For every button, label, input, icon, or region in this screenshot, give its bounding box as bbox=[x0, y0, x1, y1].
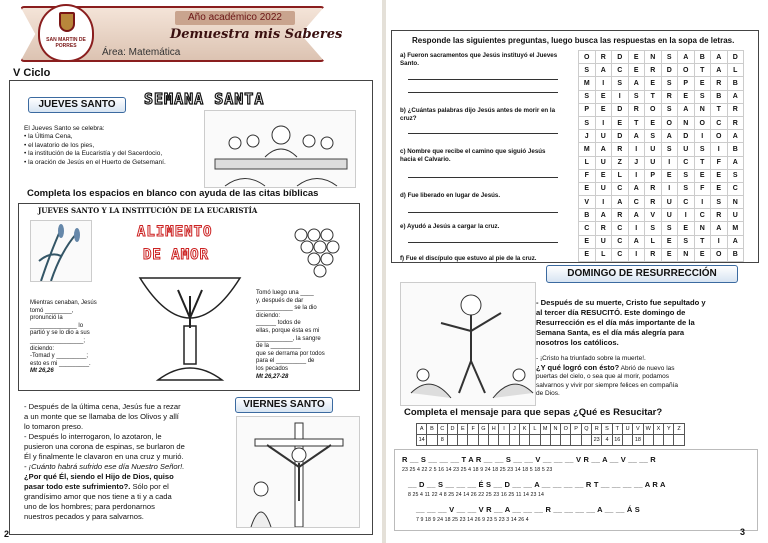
word-search-cell[interactable]: I bbox=[661, 182, 678, 195]
code-letter: V bbox=[633, 424, 643, 435]
word-search-cell[interactable]: A bbox=[628, 209, 645, 222]
word-search-cell[interactable]: A bbox=[628, 182, 645, 195]
word-search-cell[interactable]: E bbox=[595, 90, 612, 103]
bullet-list bbox=[24, 133, 199, 167]
word-search-cell[interactable]: D bbox=[661, 64, 678, 77]
code-number[interactable] bbox=[509, 435, 519, 446]
resurrection-illustration bbox=[400, 282, 536, 406]
question-c: c) Nombre que recibe el camino que siguió Jesús hacia el Calvario. bbox=[400, 148, 546, 163]
word-search-cell[interactable]: T bbox=[694, 64, 711, 77]
code-letter: O bbox=[561, 424, 571, 435]
school-name-1: SAN MARTIN DE bbox=[46, 37, 86, 43]
code-letter: P bbox=[571, 424, 581, 435]
word-search-cell[interactable]: O bbox=[661, 116, 678, 129]
question-b: b) ¿Cuántas palabras dijo Jesús antes de morir en la cruz? bbox=[400, 107, 556, 122]
code-number[interactable] bbox=[571, 435, 581, 446]
word-search-cell[interactable]: T bbox=[694, 156, 711, 169]
word-search-cell[interactable]: A bbox=[727, 156, 744, 169]
word-search-cell[interactable]: R bbox=[645, 182, 662, 195]
word-search-cell[interactable]: D bbox=[612, 130, 629, 143]
word-search-cell[interactable]: C bbox=[678, 196, 695, 209]
word-search-cell[interactable]: U bbox=[727, 209, 744, 222]
word-search-cell[interactable]: A bbox=[711, 51, 728, 64]
word-search-cell[interactable]: S bbox=[727, 169, 744, 182]
word-search-cell[interactable]: E bbox=[678, 90, 695, 103]
word-search-grid[interactable] bbox=[578, 50, 744, 262]
word-search-cell[interactable]: O bbox=[711, 130, 728, 143]
word-search-row bbox=[579, 209, 744, 222]
answer-line-a[interactable] bbox=[408, 79, 558, 80]
answer-line-e[interactable] bbox=[408, 242, 558, 243]
code-number[interactable] bbox=[540, 435, 550, 446]
code-letter: R bbox=[592, 424, 602, 435]
word-search-cell[interactable]: U bbox=[661, 209, 678, 222]
code-number[interactable]: 8 bbox=[437, 435, 447, 446]
word-search-cell[interactable]: N bbox=[645, 51, 662, 64]
word-search-cell[interactable]: S bbox=[579, 90, 596, 103]
text-left: Mientras cenaban, Jesús tomó ________, pronunció la ______________ lo partió y se lo dio a sus ________________; diciendo: -Tomad y _________; esto es mi _________. Mt 26,26 bbox=[30, 300, 142, 376]
word-search-cell[interactable]: I bbox=[628, 222, 645, 235]
word-search-cell[interactable]: I bbox=[595, 116, 612, 129]
word-search-cell[interactable]: E bbox=[612, 116, 629, 129]
code-number[interactable]: 16 bbox=[612, 435, 622, 446]
code-letter: C bbox=[437, 424, 447, 435]
domingo-text-2: - ¡Cristo ha triunfado sobre la muerte!. ¿Y qué logró con ésto? Abrió de nuevo las puertas del cielo, o sea que al morir, podamos salvarnos y vivir por siempre felices en compañía de Dios. bbox=[536, 355, 678, 398]
word-search-row bbox=[579, 156, 744, 169]
domingo-text: - Después de su muerte, Cristo fue sepultado y al tercer día RESUCITÓ. Este domingo de Resurrección es el día más importante de la Semana Santa, es el día más alegría para nosotros los católicos. bbox=[536, 298, 706, 347]
crucifixion-illustration bbox=[236, 416, 360, 528]
word-search-row bbox=[579, 182, 744, 195]
code-number[interactable]: 23 bbox=[592, 435, 602, 446]
word-search-row bbox=[579, 103, 744, 116]
message-title: Completa el mensaje para que sepas ¿Qué es Resucitar? bbox=[404, 407, 663, 418]
code-number[interactable] bbox=[653, 435, 663, 446]
code-letter: J bbox=[509, 424, 519, 435]
word-search-cell[interactable]: C bbox=[612, 222, 629, 235]
answer-line-a2[interactable] bbox=[408, 92, 558, 93]
code-letter: L bbox=[530, 424, 540, 435]
word-search-cell[interactable]: U bbox=[595, 156, 612, 169]
code-number[interactable] bbox=[519, 435, 529, 446]
message-line-3[interactable]: __ __ __ V __ __ V R __ A __ __ __ R __ __ __ __ A __ __ Á S bbox=[416, 505, 640, 514]
word-search-cell[interactable]: E bbox=[711, 182, 728, 195]
word-search-cell[interactable]: C bbox=[628, 196, 645, 209]
word-search-cell[interactable]: E bbox=[661, 248, 678, 261]
code-number[interactable] bbox=[478, 435, 488, 446]
word-search-cell[interactable]: V bbox=[645, 209, 662, 222]
word-search-cell[interactable]: R bbox=[645, 64, 662, 77]
alimento-title: ALIMENTO bbox=[137, 224, 213, 240]
word-search-cell[interactable]: E bbox=[711, 169, 728, 182]
word-search-cell[interactable]: S bbox=[678, 235, 695, 248]
word-search-cell[interactable]: A bbox=[595, 143, 612, 156]
page-number: 2 bbox=[4, 529, 10, 539]
code-letter: K bbox=[519, 424, 529, 435]
word-search-cell[interactable]: L bbox=[579, 156, 596, 169]
message-numbers-1: 23 25 4 22 2 5 16 14 23 25 4 18 9 24 18 25 23 14 18 5 18 5 23 bbox=[402, 467, 553, 473]
word-search-cell[interactable]: M bbox=[579, 143, 596, 156]
word-search-cell[interactable]: R bbox=[628, 103, 645, 116]
right-page bbox=[386, 0, 768, 543]
word-search-cell[interactable]: S bbox=[711, 196, 728, 209]
crest-icon bbox=[59, 12, 75, 32]
word-search-cell[interactable]: A bbox=[678, 103, 695, 116]
word-search-cell[interactable]: P bbox=[579, 103, 596, 116]
code-number[interactable] bbox=[458, 435, 468, 446]
word-search-cell[interactable]: S bbox=[579, 116, 596, 129]
word-search-cell[interactable]: L bbox=[612, 169, 629, 182]
word-search-cell[interactable]: E bbox=[595, 169, 612, 182]
message-line-2[interactable]: __ D __ S __ __ __ É S __ D __ __ A __ __ __ __ R T __ __ __ __ A R A bbox=[408, 480, 666, 489]
code-letter: Z bbox=[674, 424, 684, 435]
code-letter: W bbox=[643, 424, 653, 435]
code-number[interactable] bbox=[499, 435, 509, 446]
code-number[interactable] bbox=[622, 435, 632, 446]
word-search-cell[interactable]: R bbox=[711, 209, 728, 222]
code-letter: H bbox=[489, 424, 499, 435]
word-search-cell[interactable]: S bbox=[678, 169, 695, 182]
list-item: • la Última Cena, bbox=[24, 133, 199, 142]
word-search-cell[interactable]: B bbox=[727, 143, 744, 156]
word-search-cell[interactable]: A bbox=[711, 222, 728, 235]
word-search-cell[interactable]: I bbox=[711, 143, 728, 156]
code-number[interactable] bbox=[561, 435, 571, 446]
code-letter: N bbox=[550, 424, 560, 435]
word-search-cell[interactable]: S bbox=[645, 130, 662, 143]
word-search-cell[interactable]: F bbox=[711, 156, 728, 169]
word-search-cell[interactable]: O bbox=[579, 51, 596, 64]
word-search-cell[interactable]: C bbox=[612, 235, 629, 248]
word-search-cell[interactable]: B bbox=[579, 209, 596, 222]
word-search-row bbox=[579, 143, 744, 156]
word-search-cell[interactable]: A bbox=[628, 130, 645, 143]
code-number[interactable]: 18 bbox=[633, 435, 643, 446]
domingo-title: DOMINGO DE RESURRECCIÓN bbox=[546, 265, 738, 283]
code-letter: S bbox=[602, 424, 612, 435]
word-search-cell[interactable]: A bbox=[678, 51, 695, 64]
word-search-cell[interactable]: R bbox=[727, 103, 744, 116]
word-search-cell[interactable]: I bbox=[694, 196, 711, 209]
word-search-cell[interactable]: S bbox=[661, 77, 678, 90]
word-search-cell[interactable]: F bbox=[579, 169, 596, 182]
word-search-cell[interactable]: L bbox=[727, 64, 744, 77]
answer-line-b[interactable] bbox=[408, 133, 558, 134]
word-search-cell[interactable]: A bbox=[727, 130, 744, 143]
word-search-cell[interactable]: P bbox=[678, 77, 695, 90]
code-number[interactable] bbox=[489, 435, 499, 446]
word-search-cell[interactable]: R bbox=[727, 116, 744, 129]
word-search-cell[interactable]: I bbox=[628, 169, 645, 182]
word-search-row bbox=[579, 64, 744, 77]
code-letter: M bbox=[540, 424, 550, 435]
word-search-cell[interactable]: B bbox=[727, 77, 744, 90]
message-numbers-2: 8 25 4 11 22 4 8 25 24 14 26 22 25 23 16 25 11 14 23 14 bbox=[408, 492, 544, 498]
word-search-cell[interactable]: F bbox=[694, 182, 711, 195]
word-search-cell[interactable]: A bbox=[628, 235, 645, 248]
code-number[interactable] bbox=[447, 435, 457, 446]
word-search-cell[interactable]: E bbox=[694, 77, 711, 90]
word-search-cell[interactable]: A bbox=[612, 196, 629, 209]
left-page bbox=[0, 0, 382, 543]
word-search-cell[interactable]: E bbox=[678, 222, 695, 235]
word-search-cell[interactable]: J bbox=[628, 156, 645, 169]
question-e: e) Ayudó a Jesús a cargar la cruz. bbox=[400, 223, 500, 230]
answer-line-c[interactable] bbox=[408, 177, 558, 178]
word-search-cell[interactable]: C bbox=[612, 64, 629, 77]
word-search-cell[interactable]: S bbox=[579, 64, 596, 77]
word-search-cell[interactable]: U bbox=[678, 143, 695, 156]
code-letter: D bbox=[447, 424, 457, 435]
word-search-cell[interactable]: O bbox=[645, 103, 662, 116]
word-search-cell[interactable]: U bbox=[661, 196, 678, 209]
code-letter: U bbox=[622, 424, 632, 435]
word-search-cell[interactable]: E bbox=[661, 169, 678, 182]
word-search-cell[interactable]: L bbox=[645, 235, 662, 248]
word-search-cell[interactable]: J bbox=[579, 130, 596, 143]
word-search-cell[interactable]: B bbox=[711, 90, 728, 103]
figure-header: JUEVES SANTO Y LA INSTITUCIÓN DE LA EUCARISTÍA bbox=[38, 206, 258, 215]
jueves-title: JUEVES SANTO bbox=[28, 97, 126, 113]
word-search-cell[interactable]: O bbox=[678, 64, 695, 77]
word-search-cell[interactable]: L bbox=[595, 248, 612, 261]
word-search-cell[interactable]: N bbox=[694, 103, 711, 116]
word-search-row bbox=[579, 130, 744, 143]
word-search-cell[interactable]: S bbox=[694, 90, 711, 103]
chalice-illustration bbox=[130, 268, 250, 386]
code-number[interactable] bbox=[550, 435, 560, 446]
word-search-cell[interactable]: I bbox=[628, 143, 645, 156]
word-search-cell[interactable]: S bbox=[661, 51, 678, 64]
semana-santa-title: SEMANA SANTA bbox=[144, 90, 265, 108]
code-letter: Y bbox=[664, 424, 674, 435]
word-search-cell[interactable]: N bbox=[694, 222, 711, 235]
code-letter: T bbox=[612, 424, 622, 435]
code-number[interactable] bbox=[643, 435, 653, 446]
message-line-1[interactable]: R __ S __ __ __ T A R __ __ S __ __ V __ __ __ V R __ A __ V __ __ R bbox=[402, 455, 656, 464]
code-number[interactable] bbox=[674, 435, 684, 446]
word-search-cell[interactable]: C bbox=[678, 156, 695, 169]
word-search-cell[interactable]: S bbox=[628, 90, 645, 103]
de-amor-title: DE AMOR bbox=[143, 247, 210, 263]
word-search-cell[interactable]: E bbox=[595, 103, 612, 116]
academic-year: Año académico 2022 bbox=[175, 11, 295, 25]
page-number-right: 3 bbox=[740, 527, 746, 537]
word-search-cell[interactable]: S bbox=[661, 103, 678, 116]
list-item: • el lavatorio de los pies, bbox=[24, 142, 199, 151]
message-numbers-3: 7 9 18 9 24 18 25 23 14 26 9 23 5 23 3 14 26 4 bbox=[416, 517, 529, 523]
cite-right: Mt 26,27-28 bbox=[256, 373, 289, 380]
viernes-title: VIERNES SANTO bbox=[235, 397, 333, 413]
word-search-cell[interactable]: E bbox=[628, 64, 645, 77]
word-search-cell[interactable]: A bbox=[727, 90, 744, 103]
code-number[interactable] bbox=[468, 435, 478, 446]
word-search-cell[interactable]: I bbox=[595, 196, 612, 209]
word-search-cell[interactable]: E bbox=[645, 116, 662, 129]
slogan: Demuestra mis Saberes bbox=[170, 27, 343, 42]
word-search-cell[interactable]: A bbox=[661, 130, 678, 143]
word-search-cell[interactable]: E bbox=[645, 77, 662, 90]
word-search-cell[interactable]: N bbox=[727, 196, 744, 209]
code-letter: F bbox=[468, 424, 478, 435]
word-search-cell[interactable]: D bbox=[612, 51, 629, 64]
word-search-cell[interactable]: M bbox=[727, 222, 744, 235]
word-search-cell[interactable]: C bbox=[694, 209, 711, 222]
code-number[interactable]: 14 bbox=[417, 435, 427, 446]
word-search-cell[interactable]: N bbox=[678, 116, 695, 129]
word-search-cell[interactable]: E bbox=[694, 248, 711, 261]
word-search-cell[interactable]: C bbox=[727, 182, 744, 195]
word-search-cell[interactable]: R bbox=[645, 196, 662, 209]
word-search-cell[interactable]: S bbox=[694, 143, 711, 156]
code-letter: Q bbox=[581, 424, 591, 435]
word-search-cell[interactable]: C bbox=[711, 116, 728, 129]
word-search-cell[interactable]: U bbox=[595, 235, 612, 248]
word-search-cell[interactable]: C bbox=[612, 248, 629, 261]
word-search-cell[interactable]: E bbox=[579, 235, 596, 248]
word-search-cell[interactable]: C bbox=[579, 222, 596, 235]
code-letter: G bbox=[478, 424, 488, 435]
word-search-row bbox=[579, 116, 744, 129]
last-supper-illustration bbox=[204, 110, 356, 188]
word-search-cell[interactable]: D bbox=[612, 103, 629, 116]
word-search-row bbox=[579, 196, 744, 209]
word-search-cell[interactable]: R bbox=[612, 209, 629, 222]
right-header: Responde las siguientes preguntas, luego busca las respuestas en la sopa de letras. bbox=[412, 36, 735, 45]
word-search-cell[interactable]: O bbox=[711, 248, 728, 261]
code-letter: A bbox=[417, 424, 427, 435]
word-search-cell[interactable]: R bbox=[595, 51, 612, 64]
word-search-cell[interactable]: U bbox=[595, 130, 612, 143]
word-search-cell[interactable]: R bbox=[595, 222, 612, 235]
word-search-row bbox=[579, 51, 744, 64]
word-search-cell[interactable]: R bbox=[711, 77, 728, 90]
word-search-cell[interactable]: T bbox=[694, 235, 711, 248]
word-search-cell[interactable]: T bbox=[711, 103, 728, 116]
word-search-cell[interactable]: I bbox=[628, 248, 645, 261]
school-logo bbox=[38, 4, 94, 62]
word-search-cell[interactable]: O bbox=[694, 116, 711, 129]
code-table bbox=[416, 423, 685, 446]
word-search-cell[interactable]: E bbox=[628, 51, 645, 64]
word-search-cell[interactable]: I bbox=[711, 235, 728, 248]
cite-left: Mt 26,26 bbox=[30, 368, 54, 375]
word-search-cell[interactable]: E bbox=[661, 235, 678, 248]
word-search-cell[interactable]: I bbox=[694, 130, 711, 143]
word-search-row bbox=[579, 169, 744, 182]
word-search-cell[interactable]: P bbox=[645, 169, 662, 182]
cycle-label: V Ciclo bbox=[13, 67, 51, 79]
school-name-2: PORRES bbox=[55, 43, 77, 49]
instruction: Completa los espacios en blanco con ayuda de las citas bíblicas bbox=[27, 188, 319, 199]
word-search-cell[interactable]: E bbox=[579, 182, 596, 195]
word-search-row bbox=[579, 77, 744, 90]
word-search-cell[interactable]: V bbox=[579, 196, 596, 209]
word-search-cell[interactable]: T bbox=[628, 116, 645, 129]
code-letter: B bbox=[427, 424, 437, 435]
question-f: f) Fue el discípulo que estuvo al pie de la cruz. bbox=[400, 255, 537, 262]
question-a: a) Fueron sacramentos que Jesús instituyó el Jueves Santo. bbox=[400, 52, 558, 67]
word-search-row bbox=[579, 235, 744, 248]
list-item: • la institución de la Eucaristía y del Sacerdocio, bbox=[24, 150, 199, 159]
word-search-cell[interactable]: E bbox=[579, 248, 596, 261]
code-number[interactable] bbox=[427, 435, 437, 446]
answer-line-d[interactable] bbox=[408, 212, 558, 213]
list-item: • la oración de Jesús en el Huerto de Getsemaní. bbox=[24, 159, 199, 168]
code-letter: E bbox=[458, 424, 468, 435]
word-search-cell[interactable]: A bbox=[595, 64, 612, 77]
wheat-illustration bbox=[30, 220, 92, 282]
code-letter: X bbox=[653, 424, 663, 435]
word-search-cell[interactable]: C bbox=[612, 182, 629, 195]
word-search-cell[interactable]: U bbox=[645, 143, 662, 156]
word-search-row bbox=[579, 90, 744, 103]
subject-area: Área: Matemática bbox=[102, 47, 181, 58]
word-search-cell[interactable]: I bbox=[612, 90, 629, 103]
word-search-cell[interactable]: U bbox=[645, 156, 662, 169]
question-d: d) Fue liberado en lugar de Jesús. bbox=[400, 192, 501, 199]
word-search-cell[interactable]: S bbox=[678, 182, 695, 195]
word-search-cell[interactable]: R bbox=[612, 143, 629, 156]
grapes-illustration bbox=[286, 220, 346, 288]
word-search-cell[interactable]: A bbox=[628, 77, 645, 90]
word-search-cell[interactable]: I bbox=[595, 77, 612, 90]
word-search-cell[interactable]: S bbox=[661, 143, 678, 156]
word-search-cell[interactable]: S bbox=[645, 222, 662, 235]
word-search-cell[interactable]: D bbox=[678, 130, 695, 143]
word-search-cell[interactable]: I bbox=[661, 156, 678, 169]
code-number[interactable] bbox=[664, 435, 674, 446]
viernes-text: - Después de la última cena, Jesús fue a rezar a un monte que se llamaba de los Olivos y allí lo tomaron preso. - Después lo interrogaron, lo azotaron, le pusieron una corona de espinas, se burlaron de Él y finalmente le clavaron en una cruz y murió. - ¡Cuánto habrá sufrido ese día Nuestro Señor!. ¿Por qué Él, siendo el Hijo de Dios, quiso pasar todo este sufrimiento?. Sólo por el grandísimo amor que nos tiene a ti y a cada uno de los hombres; para perdonarnos nuestros pecados y para salvarnos. bbox=[24, 402, 185, 521]
word-search-cell[interactable]: D bbox=[727, 51, 744, 64]
word-search-cell[interactable]: E bbox=[694, 169, 711, 182]
intro-text: El Jueves Santo se celebra: bbox=[24, 125, 105, 132]
word-search-cell[interactable]: Z bbox=[612, 156, 629, 169]
word-search-cell[interactable]: I bbox=[678, 209, 695, 222]
code-number[interactable] bbox=[581, 435, 591, 446]
word-search-cell[interactable]: N bbox=[678, 248, 695, 261]
word-search-cell[interactable]: A bbox=[711, 64, 728, 77]
code-number[interactable]: 4 bbox=[602, 435, 612, 446]
code-letter: I bbox=[499, 424, 509, 435]
word-search-cell[interactable]: B bbox=[694, 51, 711, 64]
word-search-cell[interactable]: A bbox=[595, 209, 612, 222]
word-search-cell[interactable]: S bbox=[661, 222, 678, 235]
text-right: Tomó luego una ____ y, después de dar ___________ se la dio diciendo: ______ todos de ellas, porque ésta es mi ___________, la sangre de la _________ que se derrama por todos para el _________ de los pecados Mt 26,27-28 bbox=[256, 290, 352, 381]
word-search-cell[interactable]: R bbox=[661, 90, 678, 103]
word-search-cell[interactable]: U bbox=[595, 182, 612, 195]
word-search-cell[interactable]: M bbox=[579, 77, 596, 90]
word-search-cell[interactable]: R bbox=[645, 248, 662, 261]
word-search-row bbox=[579, 248, 744, 261]
word-search-cell[interactable]: T bbox=[645, 90, 662, 103]
word-search-cell[interactable]: S bbox=[612, 77, 629, 90]
word-search-cell[interactable]: A bbox=[727, 235, 744, 248]
code-number[interactable] bbox=[530, 435, 540, 446]
word-search-cell[interactable]: B bbox=[727, 248, 744, 261]
word-search-row bbox=[579, 222, 744, 235]
